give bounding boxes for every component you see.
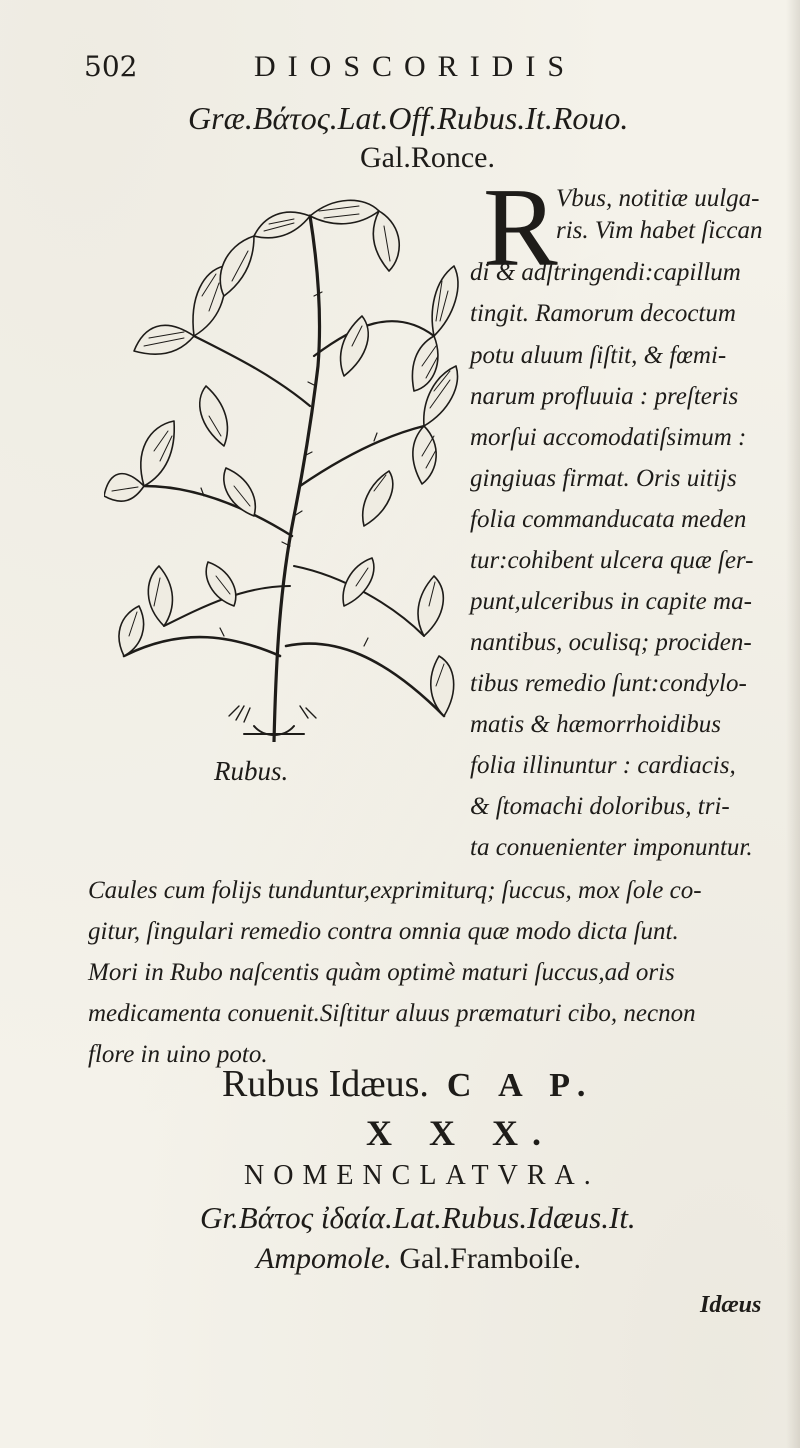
drop-cap: R xyxy=(483,166,558,290)
column-line: ta conuenienter imponuntur. xyxy=(470,834,753,861)
body-line: medicamenta conuenit.Siſtitur aluus præmaturi cibo, necnon xyxy=(88,1000,696,1027)
body-line: gitur, ſingulari remedio contra omnia quæ modo dicta ſunt. xyxy=(88,918,679,945)
column-line: potu aluum ſiſtit, & fœmi- xyxy=(470,342,727,369)
column-line: folia commanducata meden xyxy=(470,506,747,533)
column-line: nantibus, oculisq; prociden- xyxy=(470,629,752,656)
french-name: Gal.Framboiſe. xyxy=(399,1242,581,1275)
body-line: flore in uino poto. xyxy=(88,1041,268,1068)
running-head: DIOSCORIDIS xyxy=(254,50,577,83)
body-line: Caules cum folijs tunduntur,exprimiturq; ſuccus, mox ſole co- xyxy=(88,877,702,904)
column-line: tibus remedio ſunt:condylo- xyxy=(470,670,747,697)
catchword: Idæus xyxy=(700,1292,762,1318)
italian-name: Ampomole. xyxy=(256,1242,392,1275)
nomenclature-names xyxy=(256,1242,581,1276)
body-line: Mori in Rubo naſcentis quàm optimè maturi ſuccus,ad oris xyxy=(88,959,675,986)
nomenclatura-heading: NOMENCLATVRA. xyxy=(244,1160,600,1191)
section-cap-label: C A P. xyxy=(446,1067,596,1104)
column-line: & ſtomachi doloribus, tri- xyxy=(470,793,730,820)
column-line: folia illinuntur : cardiacis, xyxy=(470,752,736,779)
page-number: 502 xyxy=(84,50,138,83)
section-title xyxy=(222,1062,595,1106)
entry-title-line: Græ.Bάτος.Lat.Off.Rubus.It.Rouo. xyxy=(188,100,629,136)
section-title-text: Rubus Idæus. xyxy=(222,1063,429,1105)
entry-french-name: Gal.Ronce. xyxy=(360,141,495,174)
column-line: gingiuas firmat. Oris uitijs xyxy=(470,465,737,492)
column-line: tur:cohibent ulcera quæ ſer- xyxy=(470,547,754,574)
column-line: morſui accomodatiſsimum : xyxy=(470,424,747,451)
chapter-number: X X X. xyxy=(366,1113,555,1153)
column-line: punt,ulceribus in capite ma- xyxy=(470,588,752,615)
page-edge-shadow xyxy=(786,0,800,1448)
column-line: tingit. Ramorum decoctum xyxy=(470,300,736,327)
column-line: narum profluuia : preſteris xyxy=(470,383,739,410)
column-line: ris. Vim habet ſiccan xyxy=(556,217,763,244)
column-line: Vbus, notitiæ uulga- xyxy=(556,185,760,212)
illustration-caption: Rubus. xyxy=(214,756,289,786)
rubus-plant-woodcut xyxy=(104,186,466,742)
nomenclature-line: Gr.Bάτος ἰδαία.Lat.Rubus.Idæus.It. xyxy=(200,1200,636,1235)
column-line: di & adſtringendi:capillum xyxy=(470,259,741,286)
column-line: matis & hæmorrhoidibus xyxy=(470,711,721,738)
